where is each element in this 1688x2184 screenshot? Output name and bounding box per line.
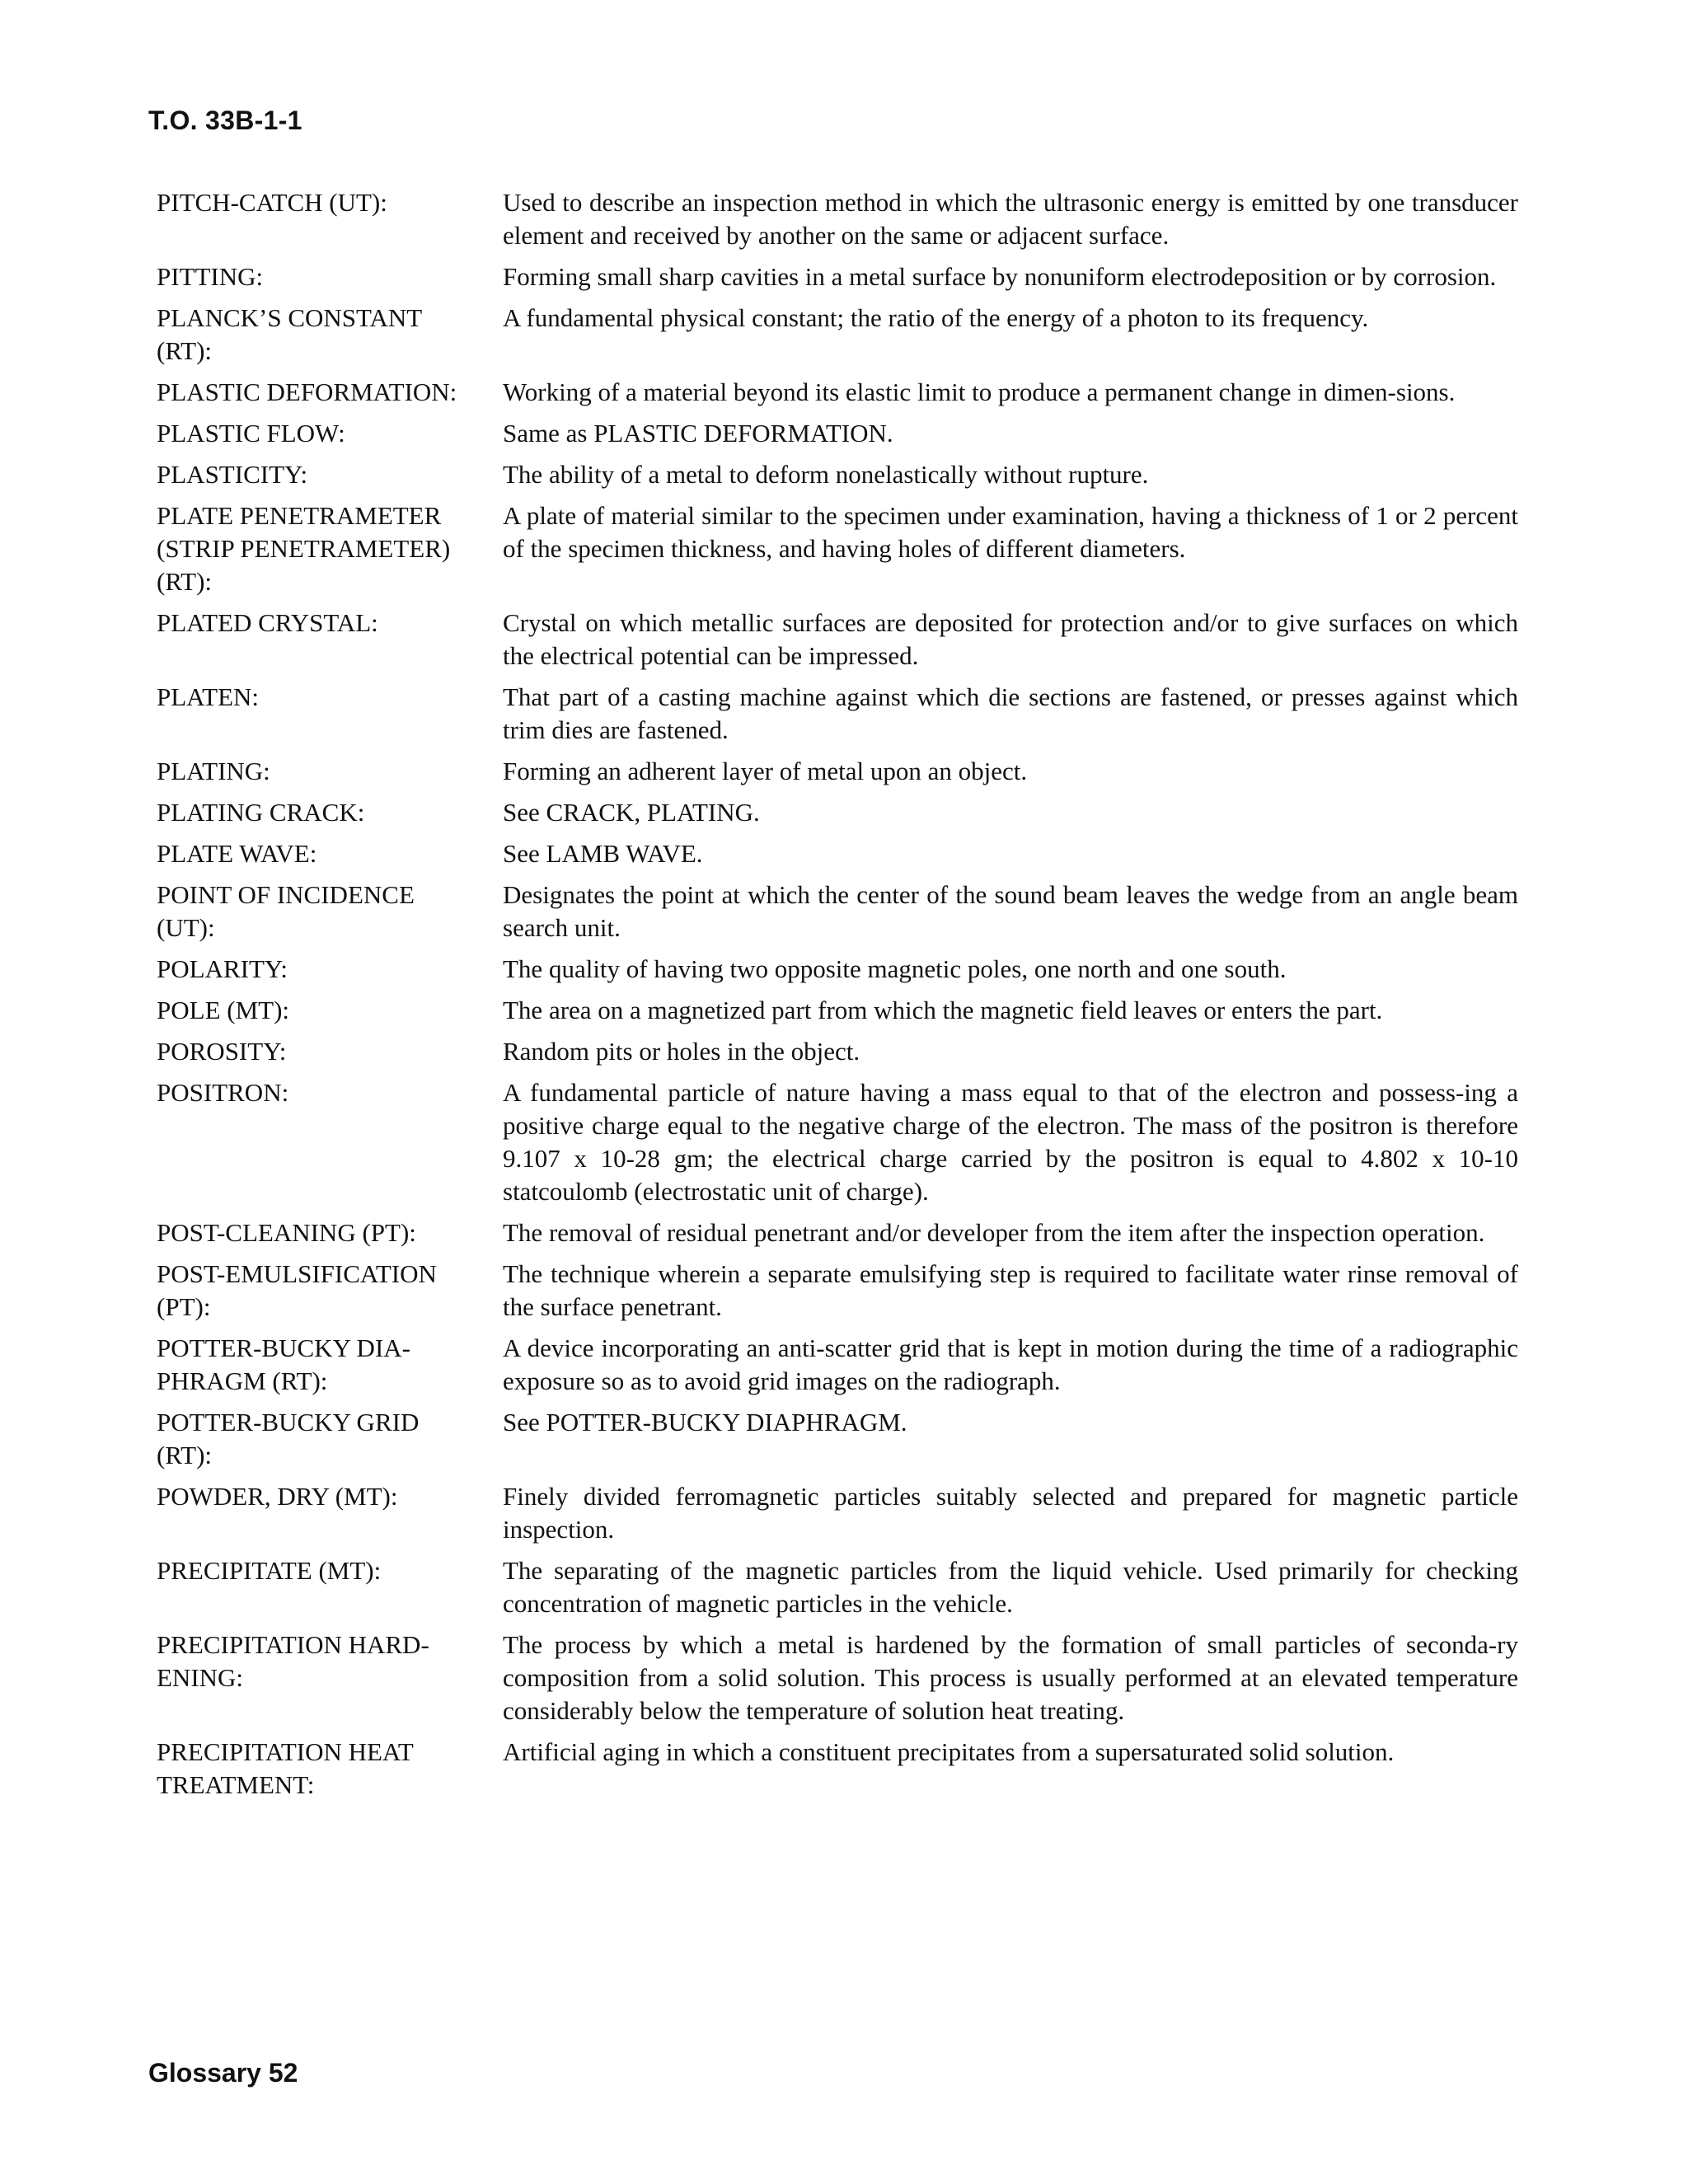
glossary-definition: The ability of a metal to deform nonelastically without rupture. <box>503 460 1149 489</box>
glossary-entry <box>157 953 1525 986</box>
glossary-term: PITTING: <box>157 262 264 291</box>
glossary-term: PLASTIC FLOW: <box>157 419 345 448</box>
glossary-entry <box>157 681 1525 747</box>
glossary-definition: See CRACK, PLATING. <box>503 798 760 827</box>
glossary-term: PLATING CRACK: <box>157 798 365 827</box>
glossary-definition: Designates the point at which the center of the sound beam leaves the wedge from an angle beam search unit. <box>503 880 1518 942</box>
glossary-definition: The quality of having two opposite magnetic poles, one north and one south. <box>503 954 1287 983</box>
glossary-definition: The area on a magnetized part from which the magnetic field leaves or enters the part. <box>503 996 1383 1024</box>
glossary-entry <box>157 879 1525 944</box>
glossary-definition: Same as PLASTIC DEFORMATION. <box>503 419 893 448</box>
glossary-definition: Finely divided ferromagnetic particles suitably selected and prepared for magnetic particle inspection. <box>503 1482 1518 1544</box>
glossary-entry <box>157 1216 1525 1249</box>
glossary-term: PLASTICITY: <box>157 460 308 489</box>
glossary-term: PLATED CRYSTAL: <box>157 608 378 637</box>
glossary-entry <box>157 994 1525 1027</box>
glossary-definition: See LAMB WAVE. <box>503 839 703 868</box>
glossary-entry <box>157 260 1525 293</box>
glossary-definition: Forming small sharp cavities in a metal surface by nonuniform electrodeposition or by corrosion. <box>503 262 1497 291</box>
glossary-definition: See POTTER-BUCKY DIAPHRAGM. <box>503 1408 907 1436</box>
glossary-definition: Forming an adherent layer of metal upon an object. <box>503 757 1028 785</box>
document-number: T.O. 33B-1-1 <box>148 105 302 135</box>
glossary-definition: Random pits or holes in the object. <box>503 1037 860 1066</box>
glossary-term: PRECIPITATION HEAT TREATMENT: <box>157 1737 414 1799</box>
glossary-term: POLARITY: <box>157 954 288 983</box>
glossary-entry <box>157 186 1525 252</box>
page-number: Glossary 52 <box>148 2058 298 2088</box>
glossary-definition: The technique wherein a separate emulsifying step is required to facilitate water rinse removal of the surface penetrant. <box>503 1259 1518 1321</box>
glossary-entry <box>157 1629 1525 1727</box>
glossary-term: PLATEN: <box>157 682 259 711</box>
glossary-entry <box>157 1406 1525 1472</box>
glossary-term: PLATE PENETRAMETER (STRIP PENETRAMETER) (RT): <box>157 501 451 596</box>
glossary-entry <box>157 1554 1525 1620</box>
glossary-definition: The process by which a metal is hardened by the formation of small particles of seconda-ry composition from a solid solution. This process is usually performed at an elevated temperature considerably below the temperature of solution heat treating. <box>503 1630 1518 1725</box>
glossary-term: PITCH-CATCH (UT): <box>157 188 387 217</box>
glossary-term: PLATING: <box>157 757 270 785</box>
glossary-entry <box>157 376 1525 409</box>
glossary-entry <box>157 499 1525 598</box>
glossary-definition: Working of a material beyond its elastic limit to produce a permanent change in dimen-sions. <box>503 377 1456 406</box>
glossary-term: PLANCK’S CONSTANT (RT): <box>157 303 423 365</box>
glossary-term: POROSITY: <box>157 1037 287 1066</box>
glossary-term: POINT OF INCIDENCE (UT): <box>157 880 415 942</box>
glossary-term: POSITRON: <box>157 1078 289 1107</box>
glossary-entry <box>157 1258 1525 1324</box>
glossary-definition: That part of a casting machine against which die sections are fastened, or presses against which trim dies are fastened. <box>503 682 1518 744</box>
glossary-entry <box>157 1736 1525 1802</box>
glossary-term: POTTER-BUCKY GRID (RT): <box>157 1408 420 1469</box>
glossary-term: POWDER, DRY (MT): <box>157 1482 398 1511</box>
glossary-entry <box>157 1332 1525 1398</box>
glossary-term: PLASTIC DEFORMATION: <box>157 377 457 406</box>
glossary-entry <box>157 607 1525 673</box>
glossary-term: POST-EMULSIFICATION (PT): <box>157 1259 437 1321</box>
glossary-term: PLATE WAVE: <box>157 839 317 868</box>
glossary-definition: A device incorporating an anti-scatter grid that is kept in motion during the time of a radiographic exposure so as to avoid grid images on the radiograph. <box>503 1333 1518 1395</box>
glossary-entry <box>157 1480 1525 1546</box>
glossary-definition: A plate of material similar to the specimen under examination, having a thickness of 1 or 2 percent of the specimen thickness, and having holes of different diameters. <box>503 501 1518 563</box>
glossary-entry <box>157 1035 1525 1068</box>
glossary-definition: The removal of residual penetrant and/or developer from the item after the inspection operation. <box>503 1218 1485 1247</box>
glossary-entry <box>157 796 1525 829</box>
glossary-definition: Artificial aging in which a constituent precipitates from a supersaturated solid solution. <box>503 1737 1395 1766</box>
glossary-definition: Used to describe an inspection method in which the ultrasonic energy is emitted by one transducer element and received by another on the same or adjacent surface. <box>503 188 1518 250</box>
glossary-entry <box>157 458 1525 491</box>
glossary-list <box>157 186 1525 1810</box>
glossary-definition: Crystal on which metallic surfaces are deposited for protection and/or to give surfaces on which the electrical potential can be impressed. <box>503 608 1518 670</box>
glossary-entry <box>157 302 1525 368</box>
glossary-term: PRECIPITATION HARD- ENING: <box>157 1630 429 1692</box>
glossary-entry <box>157 417 1525 450</box>
glossary-term: PRECIPITATE (MT): <box>157 1556 382 1585</box>
glossary-term: POLE (MT): <box>157 996 290 1024</box>
glossary-definition: The separating of the magnetic particles from the liquid vehicle. Used primarily for checking concentration of magnetic particles in the vehicle. <box>503 1556 1518 1618</box>
glossary-term: POTTER-BUCKY DIA- PHRAGM (RT): <box>157 1333 410 1395</box>
glossary-entry <box>157 1076 1525 1208</box>
glossary-term: POST-CLEANING (PT): <box>157 1218 416 1247</box>
glossary-entry <box>157 755 1525 788</box>
glossary-definition: A fundamental physical constant; the ratio of the energy of a photon to its frequency. <box>503 303 1369 332</box>
glossary-entry <box>157 837 1525 870</box>
glossary-definition: A fundamental particle of nature having a mass equal to that of the electron and possess-ing a positive charge equal to the negative charge of the electron. The mass of the positron is therefore 9.107 x 10-28 gm; the electrical charge carried by the positron is equal to 4.802 x 10-10 statcoulomb (electrostatic unit of charge). <box>503 1078 1518 1206</box>
